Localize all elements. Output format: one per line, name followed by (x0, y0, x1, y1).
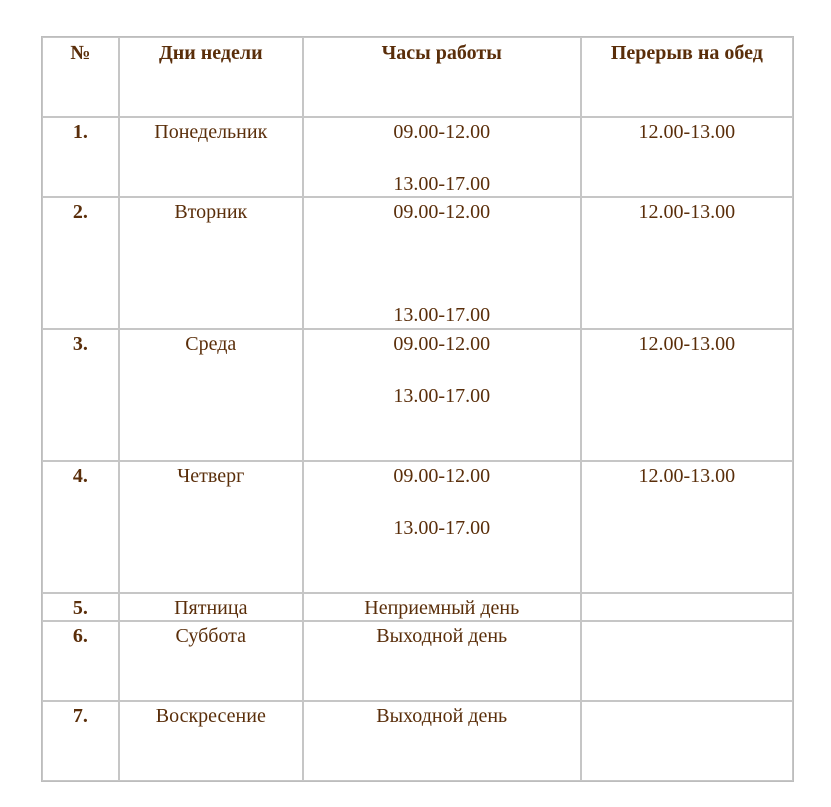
row-lunch: 12.00-13.00 (581, 197, 793, 329)
table-row (42, 701, 793, 781)
row-lunch: 12.00-13.00 (581, 117, 793, 197)
header-hours: Часы работы (303, 37, 581, 117)
hours-morning: 09.00-12.00 (393, 333, 491, 355)
header-number: № (42, 37, 119, 117)
hours-morning: 09.00-12.00 (393, 121, 491, 143)
row-lunch: 12.00-13.00 (581, 461, 793, 593)
hours-afternoon: 13.00-17.00 (393, 385, 491, 407)
row-lunch: 12.00-13.00 (581, 329, 793, 461)
table-row (42, 117, 793, 197)
row-day: Понедельник (119, 117, 303, 197)
row-number: 1. (42, 117, 119, 197)
table-row (42, 621, 793, 701)
hours-afternoon: 13.00-17.00 (393, 517, 491, 539)
hours-gap (304, 488, 580, 517)
row-hours (303, 461, 581, 593)
row-number: 6. (42, 621, 119, 701)
hours-gap (304, 356, 580, 385)
table-row (42, 593, 793, 621)
hours-morning: 09.00-12.00 (393, 201, 491, 223)
row-day: Вторник (119, 197, 303, 329)
table-row (42, 461, 793, 593)
row-number: 5. (42, 593, 119, 621)
row-day: Суббота (119, 621, 303, 701)
row-number: 7. (42, 701, 119, 781)
schedule-table (41, 36, 794, 782)
row-day: Четверг (119, 461, 303, 593)
row-lunch (581, 701, 793, 781)
row-lunch (581, 593, 793, 621)
row-day: Среда (119, 329, 303, 461)
table-row (42, 197, 793, 329)
row-hours: Выходной день (303, 621, 581, 701)
row-day: Пятница (119, 593, 303, 621)
row-hours: Выходной день (303, 701, 581, 781)
hours-morning: 09.00-12.00 (393, 465, 491, 487)
header-lunch-break: Перерыв на обед (581, 37, 793, 117)
row-hours (303, 197, 581, 329)
row-number: 2. (42, 197, 119, 329)
row-hours (303, 329, 581, 461)
row-lunch (581, 621, 793, 701)
hours-gap (304, 144, 580, 173)
hours-afternoon: 13.00-17.00 (393, 304, 491, 326)
header-day: Дни недели (119, 37, 303, 117)
row-hours (303, 117, 581, 197)
row-number: 3. (42, 329, 119, 461)
row-day: Воскресение (119, 701, 303, 781)
row-hours: Неприемный день (303, 593, 581, 621)
hours-gap (304, 224, 580, 304)
hours-afternoon: 13.00-17.00 (393, 173, 491, 195)
row-number: 4. (42, 461, 119, 593)
table-row (42, 329, 793, 461)
header-row (42, 37, 793, 117)
